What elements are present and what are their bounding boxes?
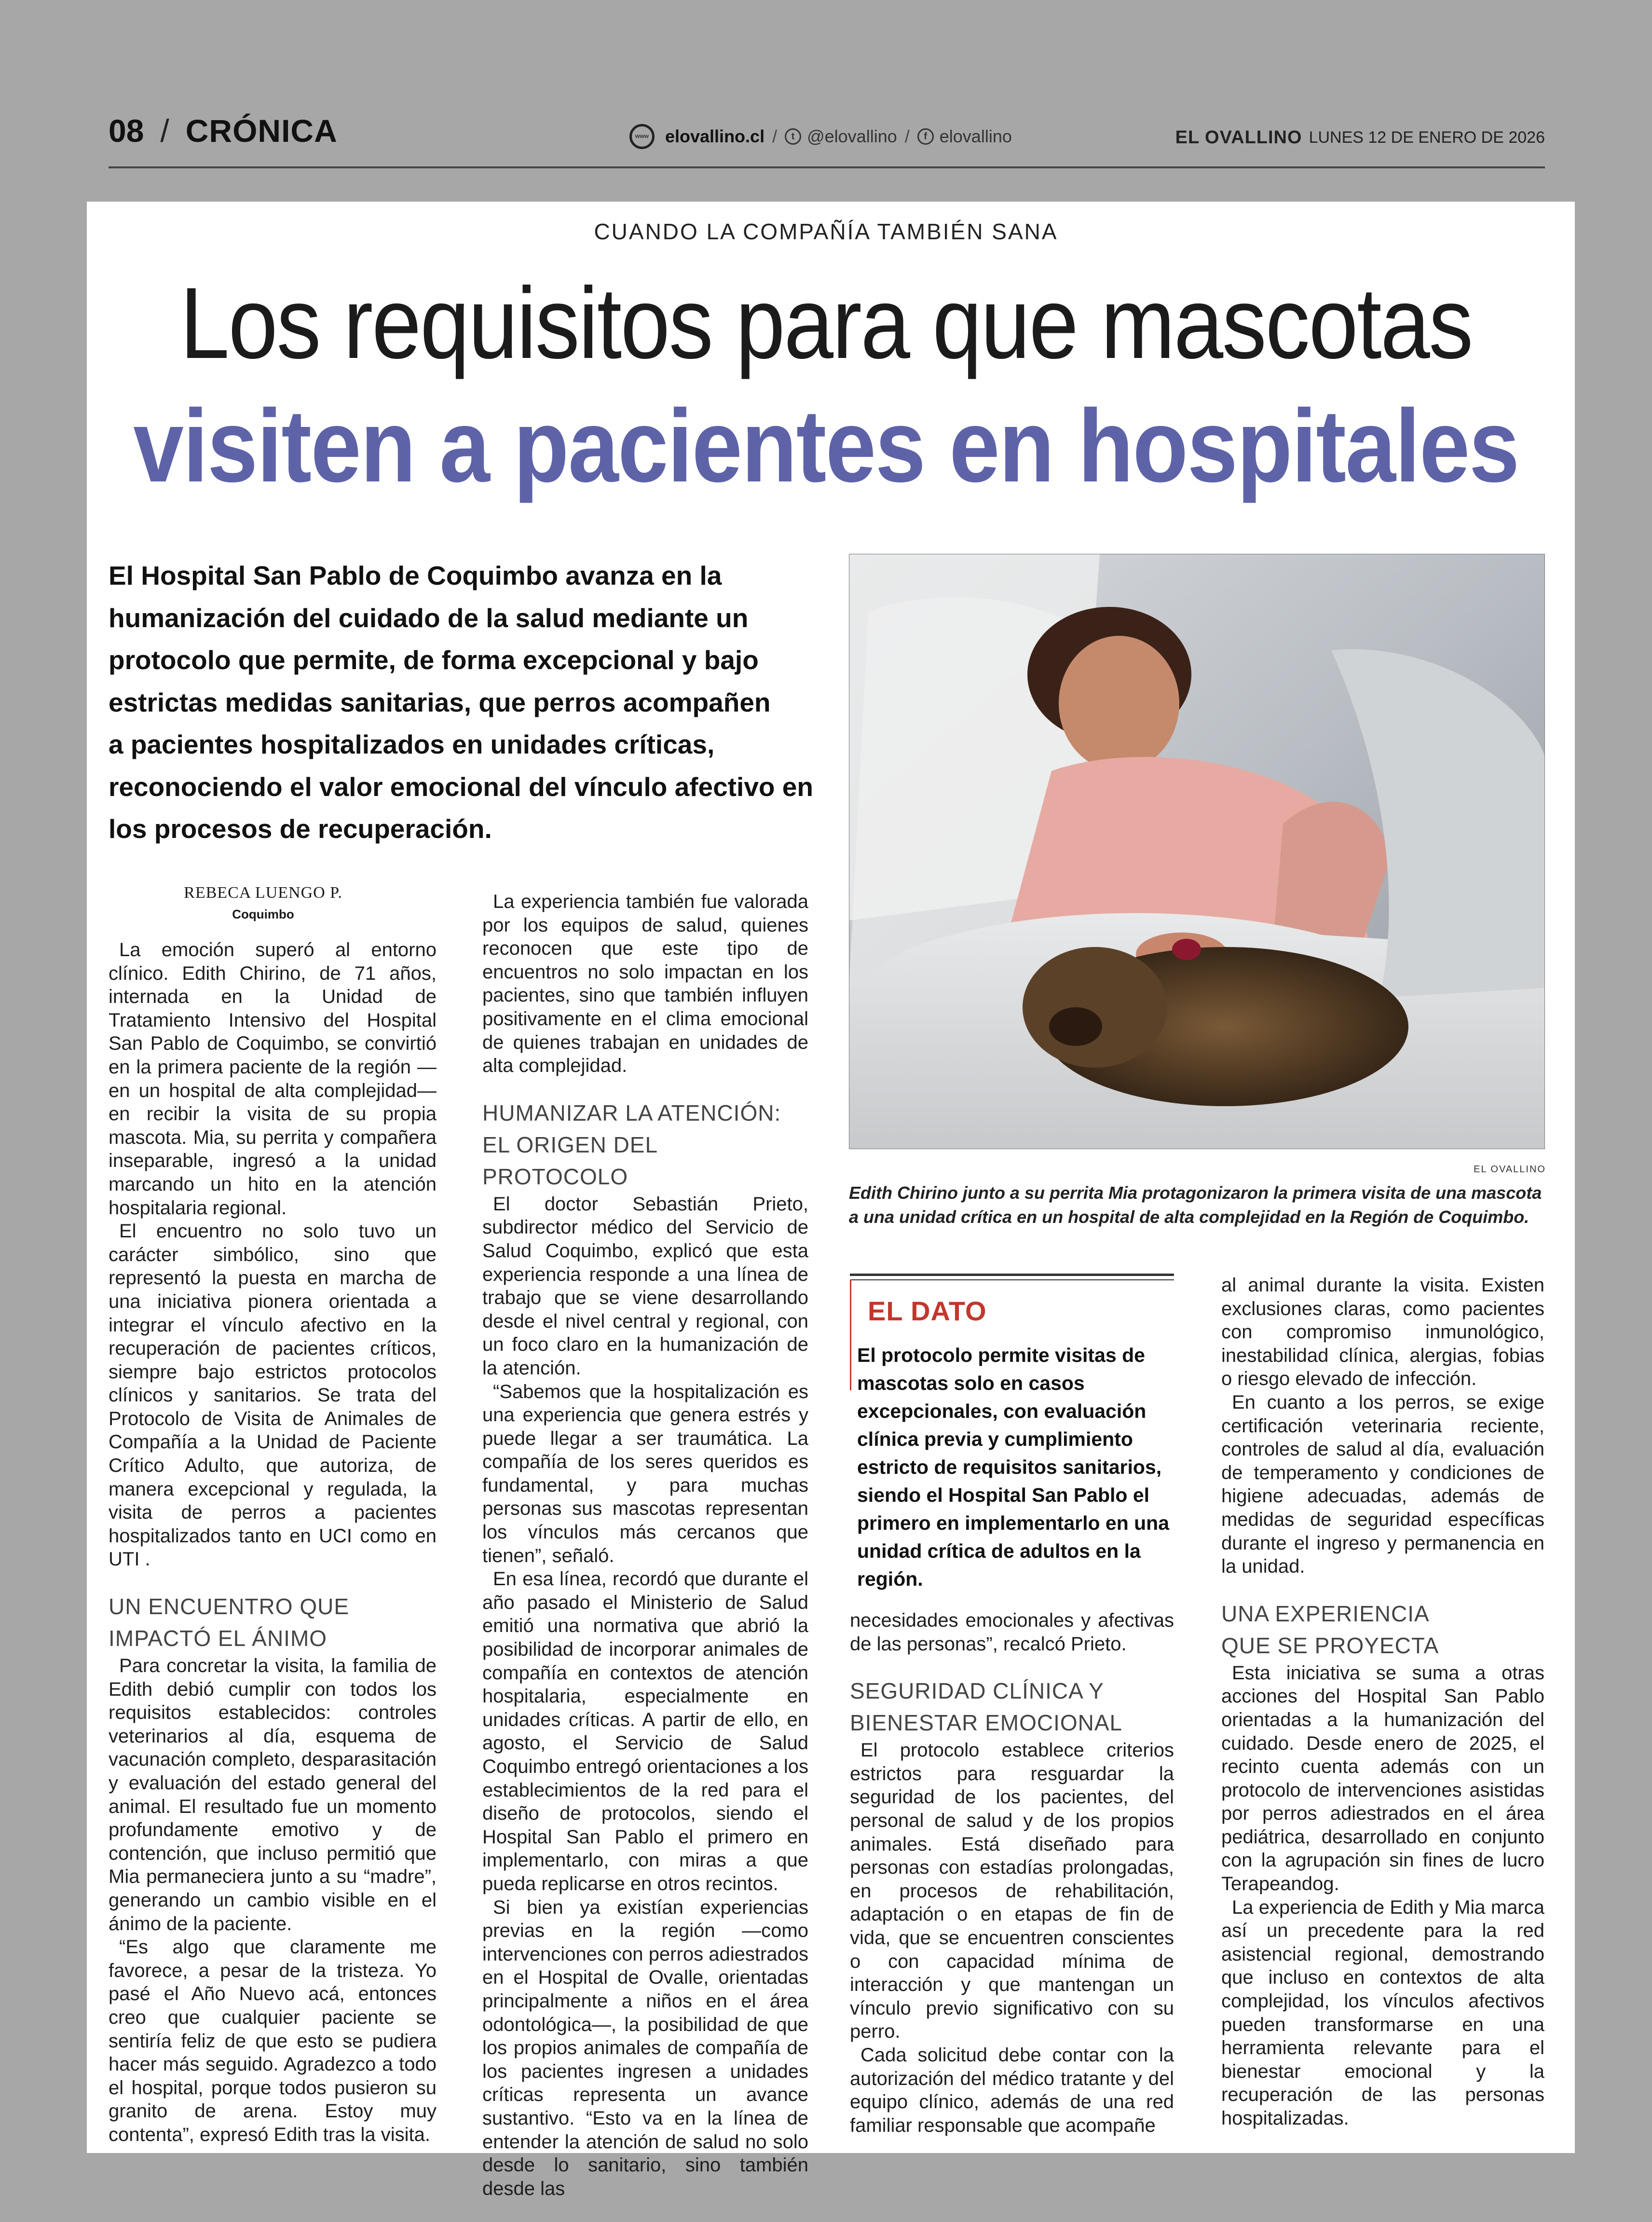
data-box-rule [850, 1279, 1174, 1280]
paragraph: En cuanto a los perros, se exige certificación veterinaria reciente, controles de salud al día, evaluación de temperamento y condiciones de higiene adecuadas, además de medidas de seguridad específicas durante el ingreso y permanencia en la unidad. [1221, 1391, 1544, 1577]
article-column-1 [109, 938, 437, 2147]
subheading [1221, 1598, 1544, 1661]
page-number: 08 [109, 113, 144, 149]
subheading [850, 1675, 1174, 1739]
page-header-left [109, 109, 338, 152]
photo-caption: Edith Chirino junto a su perrita Mia protagonizaron la primera visita de una mascota a una unidad crítica en un hospital de alta complejidad en la Región de Coquimbo. [849, 1183, 1542, 1227]
article-kicker: CUANDO LA COMPAÑÍA TAMBIÉN SANA [594, 219, 1058, 244]
headline-line-2: visiten a pacientes en hospitales [133, 388, 1519, 504]
lead-line: reconociendo el valor emocional del vínculo afectivo en [109, 771, 813, 802]
page-header-social [629, 120, 1012, 153]
subheading [482, 1097, 808, 1193]
lead-line: los procesos de recuperación. [109, 814, 492, 844]
twitter-handle[interactable]: @elovallino [807, 126, 897, 146]
subheading-line: EL ORIGEN DEL PROTOCOLO [482, 1132, 657, 1189]
header-separator: / [772, 126, 778, 146]
lead-line: protocolo que permite, de forma excepcional y bajo [109, 645, 759, 675]
paragraph: Cada solicitud debe contar con la autorización del médico tratante y del equipo clínico, además de una red familiar responsable que acompañe [850, 2044, 1174, 2136]
website-link[interactable]: elovallino.cl [665, 126, 765, 146]
photo-credit: EL OVALLINO [1474, 1164, 1546, 1175]
paragraph: necesidades emocionales y afectivas de las personas”, recalcó Prieto. [850, 1610, 1174, 1655]
paragraph: El encuentro no solo tuvo un carácter simbólico, sino que representó la puesta en marcha de una iniciativa pionera orientada a integrar el vínculo afectivo en la recuperación de pacientes críticos, siempre bajo estrictos protocolos clínicos y sanitarios. Se trata del Protocolo de Visita de Animales de Compañía a la Unidad de Paciente Crítico Adulto, que autoriza, de manera excepcional y regulada, la visita de perros a pacientes hospitalizados tanto en UCI como en UTI . [109, 1221, 437, 1570]
header-separator: / [904, 126, 910, 146]
paragraph: La emoción superó al entorno clínico. Edith Chirino, de 71 años, internada en la Unidad de Tratamiento Intensivo del Hospital San Pablo de Coquimbo, se convirtió en la primera paciente de la región —en un hospital de alta complejidad— en recibir la visita de su propia mascota. Mia, su perrita y compañera inseparable, ingresó a la unidad marcando un hito en la atención hospitalaria regional. [109, 939, 437, 1219]
twitter-icon: t [785, 128, 801, 145]
data-box-text: El protocolo permite visitas de mascotas solo en casos excepcionales, con evaluación clínica previa y cumplimiento estricto de requisitos sanitarios, siendo el Hospital San Pablo el primero en implementarlo en una unidad crítica de adultos en la región. [857, 1344, 1170, 1590]
subheading-line: IMPACTÓ EL ÁNIMO [109, 1626, 328, 1651]
paragraph: “Es algo que claramente me favorece, a pesar de la tristeza. Yo pasé el Año Nuevo acá, entonces creo que cualquier paciente se sentiría feliz de que esto se pudiera hacer más seguido. Agradezco a todo el hospital, porque todos pusieron su granito de arena. Estoy muy contenta”, expresó Edith tras la visita. [109, 1936, 437, 2145]
paragraph: al animal durante la visita. Existen exclusiones claras, como pacientes con compromiso inmunológico, inestabilidad clínica, alergias, fobias o riesgo elevado de infección. [1221, 1275, 1544, 1390]
paragraph: La experiencia también fue valorada por los equipos de salud, quienes reconocen que este tipo de encuentros no solo impactan en los pacientes, sino que también influyen positivamente en el clima emocional de quienes trabajan en unidades de alta complejidad. [482, 891, 808, 1077]
data-box-accent [850, 1279, 851, 1390]
paragraph: El protocolo establece criterios estrictos para resguardar la seguridad de los pacientes, del personal de salud y de los propios animales. Está diseñado para personas con estadías prolongadas, en procesos de rehabilitación, adaptación o en etapas de fin de vida, que se encuentren conscientes o con capacidad mínima de interacción y que mantengan un vínculo previo significativo con su perro. [850, 1740, 1174, 2043]
paragraph: “Sabemos que la hospitalización es una experiencia que genera estrés y puede llegar a ser traumática. La compañía de los seres queridos es fundamental, y para muchas personas sus mascotas representan los vínculos más cercanos que tienen”, señaló. [482, 1381, 808, 1566]
subheading-line: QUE SE PROYECTA [1221, 1632, 1439, 1658]
subheading [109, 1591, 437, 1654]
subheading-line: UN ENCUENTRO QUE [109, 1594, 350, 1619]
paragraph: El doctor Sebastián Prieto, subdirector médico del Servicio de Salud Coquimbo, explicó que esta experiencia responde a una línea de trabajo que se viene desarrollando desde el nivel central y regional, con un foco claro en la humanización de la atención. [482, 1193, 808, 1379]
issue-date: LUNES 12 DE ENERO DE 2026 [1309, 128, 1545, 147]
header-slash: / [160, 113, 169, 149]
paragraph: Para concretar la visita, la familia de Edith debió cumplir con todos los requisitos establecidos: controles veterinarios al día, esquema de vacunación completo, desparasitación y evaluación del estado general del animal. El resultado fue un momento profundamente emotivo y de contención, que incluso permitió que Mia permaneciera junto a su “madre”, generando un cambio visible en el ánimo de la paciente. [109, 1655, 437, 1934]
facebook-handle[interactable]: elovallino [939, 126, 1012, 146]
subheading-line: HUMANIZAR LA ATENCIÓN: [482, 1100, 781, 1125]
www-globe-icon [629, 124, 655, 149]
author-byline: REBECA LUENGO P. [184, 884, 342, 902]
dog-face [1049, 1007, 1102, 1046]
lead-line: a pacientes hospitalizados en unidades críticas, [109, 729, 715, 759]
article-column-3 [850, 1609, 1174, 2137]
subheading-line: BIENESTAR EMOCIONAL [850, 1710, 1123, 1736]
section-name: CRÓNICA [185, 113, 338, 149]
article-column-2 [482, 890, 808, 2200]
photo-illustration [849, 554, 1545, 1149]
paragraph: En esa línea, recordó que durante el año pasado el Ministerio de Salud emitió una normativa que abrió la posibilidad de incorporar animales de compañía en contextos de atención hospitalaria, especialmente en unidades críticas. A partir de ello, en agosto, el Servicio de Salud Coquimbo entregó orientaciones a los establecimientos de la red para el diseño de protocolos, siendo el Hospital San Pablo el primero en implementarlo, con miras a que pueda replicarse en otros recintos. [482, 1568, 808, 1894]
paragraph: La experiencia de Edith y Mia marca así un precedente para la red asistencial regional, demostrando que incluso en contextos de alta complejidad, los vínculos afectivos pueden transformarse en una herramienta relevante para el bienestar emocional y la recuperación de las personas hospitalizadas. [1221, 1896, 1544, 2129]
article-column-4 [1221, 1274, 1544, 2130]
dog-bow [1172, 939, 1201, 960]
author-location: Coquimbo [232, 907, 294, 921]
article-photo [849, 554, 1545, 1149]
data-box [850, 1274, 1174, 1590]
newspaper-name: EL OVALLINO [1175, 127, 1302, 148]
header-divider [109, 166, 1545, 168]
data-box-title: EL DATO [868, 1296, 987, 1326]
headline-line-1: Los requisitos para que mascotas [180, 266, 1472, 380]
page-header-right [1175, 122, 1545, 153]
lead-line: El Hospital San Pablo de Coquimbo avanza en la [109, 561, 722, 590]
facebook-icon: f [917, 128, 934, 145]
lead-line: estrictas medidas sanitarias, que perros acompañen [109, 687, 771, 717]
paragraph: Esta iniciativa se suma a otras acciones del Hospital San Pablo orientadas a la humanización del cuidado. Desde enero de 2025, el recinto cuenta además con un protocolo de intervenciones asistidas por perros adiestrados en el área pediátrica, desarrollado en conjunto con la agrupación sin fines de lucro Terapeandog. [1221, 1662, 1544, 1895]
dog-head [1023, 947, 1167, 1068]
data-box-rule [850, 1274, 1174, 1276]
patient-face [1059, 636, 1179, 771]
subheading-line: UNA EXPERIENCIA [1221, 1601, 1430, 1626]
lead-line: humanización del cuidado de la salud mediante un [109, 603, 749, 633]
subheading-line: SEGURIDAD CLÍNICA Y [850, 1678, 1104, 1704]
article-lead [109, 555, 842, 850]
paragraph: Si bien ya existían experiencias previas en la región —como intervenciones con perros adiestrados en el Hospital de Ovalle, orientadas principalmente a niños en el área odontológica—, la posibilidad de que los propios animales de compañía de los pacientes ingresen a unidades críticas representa un avance sustantivo. “Esto va en la línea de entender la atención de salud no solo desde lo sanitario, sino también desde las [482, 1896, 808, 2199]
